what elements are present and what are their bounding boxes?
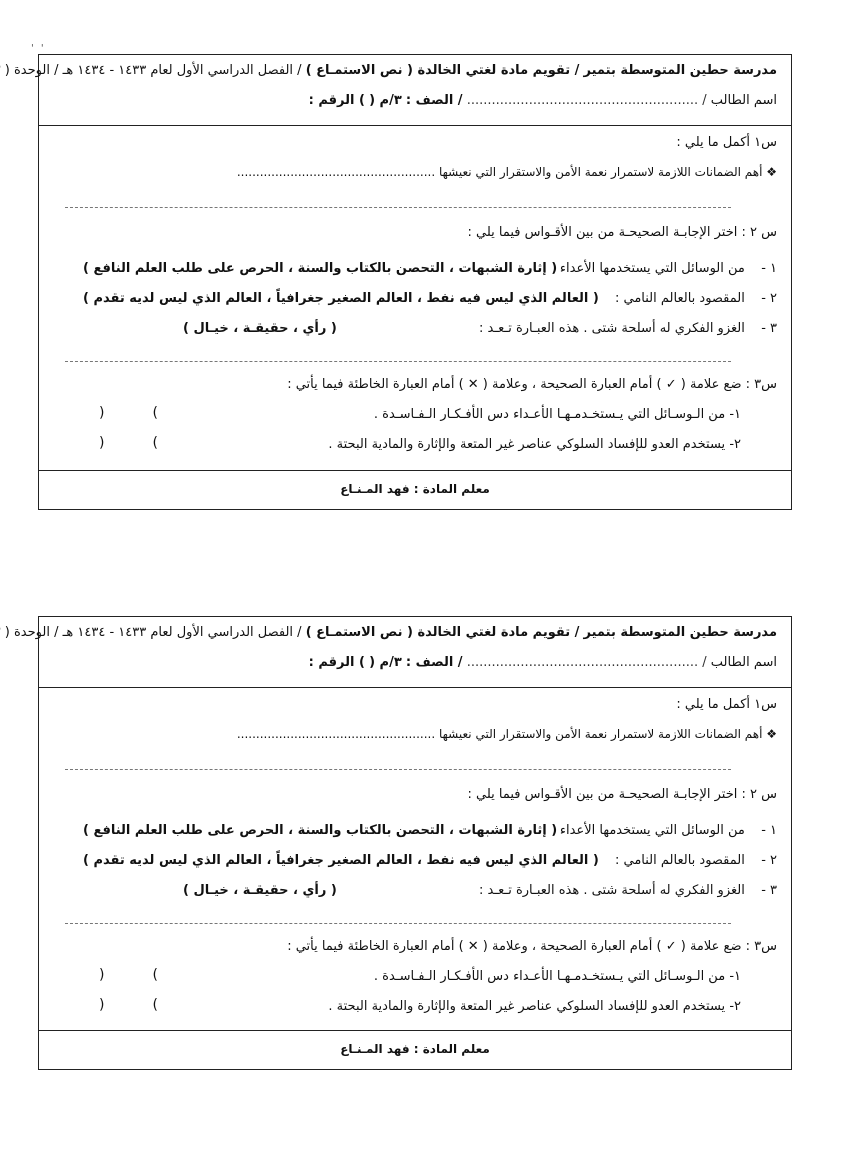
sheet-header xyxy=(4,55,791,126)
q3-item-number: ٢- xyxy=(729,437,741,452)
student-name-label: اسم الطالب xyxy=(710,655,777,670)
paren-close: ) xyxy=(152,435,158,451)
q2-item-text: الغزو الفكري له أسلحة شتى . هذه العبـارة تـعـد : xyxy=(478,883,745,898)
q2-item-number: ٣ - xyxy=(761,321,777,336)
student-name-field[interactable]: / ........................................................ xyxy=(466,655,707,670)
q2-item-number: ١ - xyxy=(761,823,777,838)
q3-heading: س٣ : ضع علامة ( ✓ ) أمام العبارة الصحيحة ، وعلامة ( ✕ ) أمام العبارة الخاطئة فيما يأتي : xyxy=(287,939,777,954)
school-name: مدرسة حطين المتوسطة بتمير xyxy=(583,63,777,78)
sheet-footer xyxy=(39,470,791,509)
q3-item-number: ١- xyxy=(729,407,741,422)
class-label: / الصف : xyxy=(405,655,463,670)
q2-item-number: ٢ - xyxy=(761,853,777,868)
answer-box[interactable] xyxy=(99,435,158,451)
q2-item-text: الغزو الفكري له أسلحة شتى . هذه العبـارة تـعـد : xyxy=(478,321,745,336)
dashed-separator xyxy=(65,207,731,208)
q2-item-number: ٢ - xyxy=(761,291,777,306)
number-label: ) الرقم : xyxy=(308,655,365,670)
q3-item-text: يستخدم العدو للإفساد السلوكي عناصر غير المتعة والإثارة والمادية البحتة . xyxy=(328,437,726,452)
q1-heading: س١ أكمل ما يلي : xyxy=(676,697,777,712)
q1-item: ❖ أهم الضمانات اللازمة لاستمرار نعمة الأمن والاستقرار التي نعيشها .................................................... xyxy=(236,727,777,741)
teacher-name: معلم المادة : فهد المـنـاع xyxy=(340,482,490,496)
worksheet-title: / تقويم مادة لغتي الخالدة ( نص الاستمـاع ) xyxy=(305,63,580,78)
q2-item-text: المقصود بالعالم النامي : xyxy=(614,853,745,868)
header-student-line xyxy=(309,93,777,108)
paren-open: ( xyxy=(99,997,105,1013)
q2-item-options: ( إثارة الشبهات ، التحصن بالكتاب والسنة ، الحرص على طلب العلم النافع ) xyxy=(83,261,558,276)
paren-open: ( xyxy=(99,405,105,421)
paren-close: ) xyxy=(152,997,158,1013)
dashed-separator xyxy=(65,769,731,770)
paren-open: ( xyxy=(99,967,105,983)
sheet-footer xyxy=(39,1030,791,1069)
worksheet-top xyxy=(4,54,792,510)
q3-item-text: من الـوسـائل التي يـستخـدمـهـا الأعـداء دس الأفـكـار الـفـاسـدة . xyxy=(373,969,726,984)
answer-box[interactable] xyxy=(99,405,158,421)
paren-open: ( xyxy=(99,435,105,451)
q2-item-options: ( رأي ، حقيقـة ، خيـال ) xyxy=(183,883,337,898)
q2-item xyxy=(53,261,777,276)
dashed-separator xyxy=(65,923,731,924)
teacher-name: معلم المادة : فهد المـنـاع xyxy=(340,1042,490,1056)
q2-item-number: ٣ - xyxy=(761,883,777,898)
student-name-label: اسم الطالب xyxy=(710,93,777,108)
q3-item-text: يستخدم العدو للإفساد السلوكي عناصر غير المتعة والإثارة والمادية البحتة . xyxy=(328,999,726,1014)
q3-heading: س٣ : ضع علامة ( ✓ ) أمام العبارة الصحيحة ، وعلامة ( ✕ ) أمام العبارة الخاطئة فيما يأتي : xyxy=(287,377,777,392)
q2-item-options: ( إثارة الشبهات ، التحصن بالكتاب والسنة ، الحرص على طلب العلم النافع ) xyxy=(83,823,558,838)
paren-close: ) xyxy=(152,405,158,421)
q2-item xyxy=(53,291,777,306)
number-label: ) الرقم : xyxy=(308,93,365,108)
q2-item-options: ( العالم الذي ليس فيه نفط ، العالم الصغير جغرافياً ، العالم الذي ليس لديه تقدم ) xyxy=(83,853,599,868)
q3-item-text: من الـوسـائل التي يـستخـدمـهـا الأعـداء دس الأفـكـار الـفـاسـدة . xyxy=(373,407,726,422)
student-name-field[interactable]: / ........................................................ xyxy=(466,93,707,108)
sheet-header xyxy=(4,617,791,688)
corner-mark: ' ' xyxy=(31,43,46,54)
q3-item-number: ١- xyxy=(729,969,741,984)
dashed-separator xyxy=(65,361,731,362)
answer-box[interactable] xyxy=(99,997,158,1013)
q2-item-options: ( رأي ، حقيقـة ، خيـال ) xyxy=(183,321,337,336)
q2-item xyxy=(53,823,777,838)
school-name: مدرسة حطين المتوسطة بتمير xyxy=(583,625,777,640)
class-value: ٣/م ( xyxy=(369,655,402,670)
header-title-line xyxy=(0,625,777,640)
q2-heading: س ٢ : اختر الإجابـة الصحيحـة من بين الأقـواس فيما يلي : xyxy=(467,225,777,240)
q3-item-number: ٢- xyxy=(729,999,741,1014)
q2-item-options: ( العالم الذي ليس فيه نفط ، العالم الصغير جغرافياً ، العالم الذي ليس لديه تقدم ) xyxy=(83,291,599,306)
q2-item-text: من الوسائل التي يستخدمها الأعداء xyxy=(559,261,745,276)
paren-close: ) xyxy=(152,967,158,983)
answer-box[interactable] xyxy=(99,967,158,983)
header-title-line xyxy=(0,63,777,78)
header-student-line xyxy=(309,655,777,670)
class-value: ٣/م ( xyxy=(369,93,402,108)
q2-item xyxy=(53,321,777,336)
q1-item: ❖ أهم الضمانات اللازمة لاستمرار نعمة الأمن والاستقرار التي نعيشها .................................................... xyxy=(236,165,777,179)
worksheet-title: / تقويم مادة لغتي الخالدة ( نص الاستمـاع ) xyxy=(305,625,580,640)
q1-heading: س١ أكمل ما يلي : xyxy=(676,135,777,150)
q2-item-number: ١ - xyxy=(761,261,777,276)
q2-item xyxy=(53,853,777,868)
q2-item-text: من الوسائل التي يستخدمها الأعداء xyxy=(559,823,745,838)
class-label: / الصف : xyxy=(405,93,463,108)
q2-item-text: المقصود بالعالم النامي : xyxy=(614,291,745,306)
term-info: / الفصل الدراسي الأول لعام ١٤٣٣ - ١٤٣٤ هـ / الوحدة ( xyxy=(4,63,302,78)
worksheet-bottom xyxy=(4,616,792,1070)
q2-heading: س ٢ : اختر الإجابـة الصحيحـة من بين الأقـواس فيما يلي : xyxy=(467,787,777,802)
q2-item xyxy=(53,883,777,898)
term-info: / الفصل الدراسي الأول لعام ١٤٣٣ - ١٤٣٤ هـ / الوحدة ( xyxy=(4,625,302,640)
